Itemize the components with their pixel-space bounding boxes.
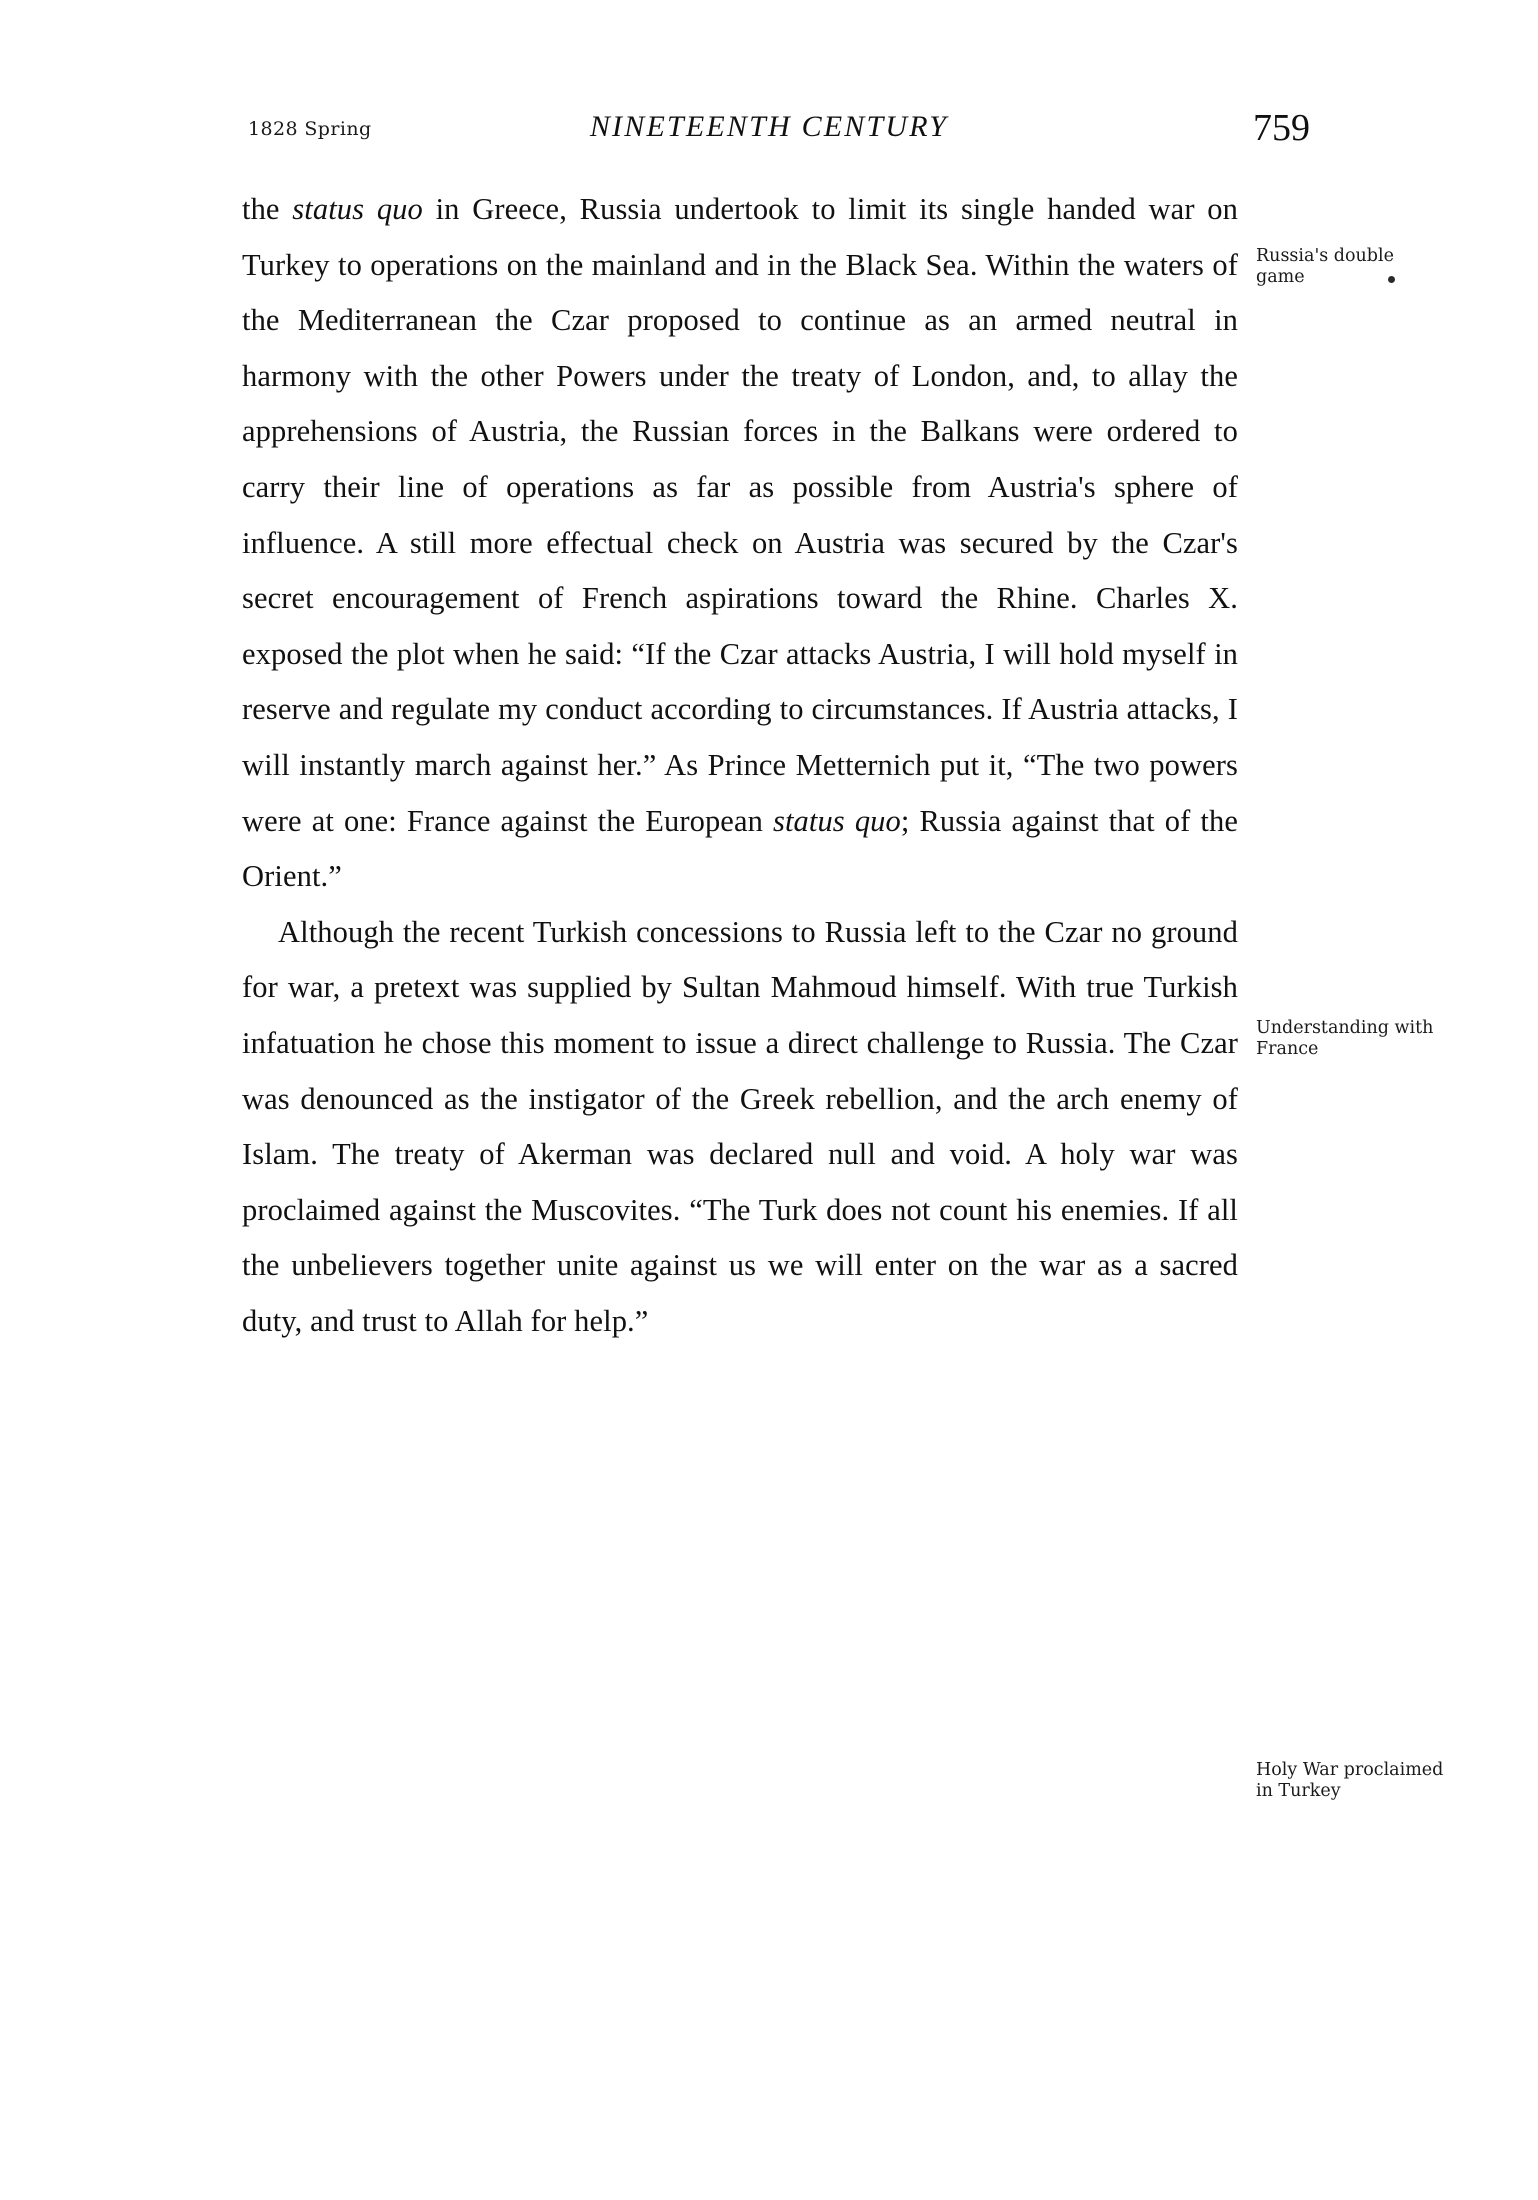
paragraph-1: the status quo in Greece, Russia undertook to limit its single handed war on Turkey to operations on the mainland and in the Black Sea. Within the waters of the Mediterranean the Czar proposed to continue as an armed neutral in harmony with the other Powers under the treaty of London, and, to allay the apprehensions of Austria, the Russian forces in the Balkans were ordered to carry their line of operations as far as possible from Austria's sphere of influence. A still more effectual check on Austria was secured by the Czar's secret encouragement of French aspirations toward the Rhine. Charles X. exposed the plot when he said: “If the Czar attacks Austria, I will hold myself in reserve and regulate my conduct according to circumstances. If Austria attacks, I will instantly march against her.” As Prince Metternich put it, “The two powers were at one: France against the European status quo; Russia against that of the Orient.” xyxy=(242,192,1239,894)
header-title: NINETEENTH CENTURY xyxy=(589,110,949,143)
sidenote-russias-double-game: Russia's double game xyxy=(1256,246,1394,287)
latin-phrase: status quo xyxy=(292,192,423,226)
sidenote-understanding-with-france: Understanding with France xyxy=(1256,1018,1434,1059)
paragraph-2: Although the recent Turkish concessions to Russia left to the Czar no ground for war, a pretext was supplied by Sultan Mahmoud himself. With true Turkish infatuation he chose this moment to issue a direct challenge to Russia. The Czar was denounced as the instigator of the Greek rebellion, and the arch enemy of Islam. The treaty of Akerman was declared null and void. A holy war was proclaimed against the Muscovites. “The Turk does not count his enemies. If all the unbelievers together unite against us we will enter on the war as a sacred duty, and trust to Allah for help.” xyxy=(242,914,1238,1338)
header-date: 1828 Spring xyxy=(248,118,372,140)
running-head xyxy=(0,107,1538,150)
sidenote-holy-war-proclaimed-in-turkey: Holy War proclaimed in Turkey xyxy=(1256,1760,1444,1801)
page-number: 759 xyxy=(1253,107,1310,149)
latin-phrase: status quo xyxy=(772,803,901,838)
text-column xyxy=(242,182,1238,1349)
